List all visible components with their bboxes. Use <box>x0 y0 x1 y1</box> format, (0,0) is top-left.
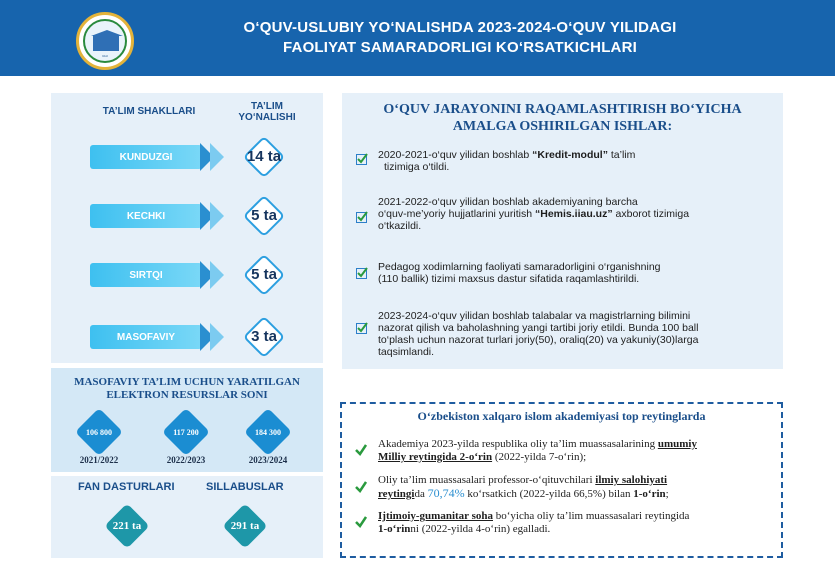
value-kechki: 5 ta <box>251 207 277 224</box>
digitalization-title <box>342 101 783 135</box>
resources-title-line1: MASOFAVIY TA’LIM UCHUN YARATILGAN <box>74 376 300 388</box>
checkmark-icon <box>356 267 368 279</box>
directions-column-header <box>222 101 312 123</box>
form-kechki: KECHKI <box>90 204 202 228</box>
item3-line1: Pedagog xodimlarning faoliyati samaradorligini o‘rganishning <box>378 261 661 273</box>
title-line-2: FAOLIYAT SAMARADORLIGI KO‘RSATKICHLARI <box>283 39 637 56</box>
checkmark-icon <box>356 211 368 223</box>
resource-value-2022: 117 200 <box>173 428 199 437</box>
rating-item-1 <box>378 438 773 464</box>
resources-title-line2: ELEKTRON RESURSLAR SONI <box>106 389 268 401</box>
checkmark-icon <box>356 153 368 165</box>
r2-text2: da <box>414 488 428 500</box>
item4-line4: taqsimlandi. <box>378 346 435 358</box>
value-kunduzgi: 14 ta <box>246 148 282 165</box>
r2-text3: ko‘rsatkich (2022-yilda 66,5%) bilan <box>464 488 634 500</box>
checkmark-icon <box>355 516 367 528</box>
r2-underline2: reytingi <box>378 488 415 500</box>
r3-text: bo‘yicha oliy ta’lim muassasalari reytingida <box>493 510 690 522</box>
r2-underline: ilmiy salohiyati <box>595 474 668 486</box>
r2-end: ; <box>665 488 669 500</box>
digital-item-4 <box>378 310 778 358</box>
digitalization-title-line2: AMALGA OSHIRILGAN ISHLAR: <box>452 119 673 134</box>
item1-text2: ta’lim <box>607 149 636 161</box>
resource-value-2021: 106 800 <box>86 428 112 437</box>
form-kunduzgi: KUNDUZGI <box>90 145 202 169</box>
r1-text: Akademiya 2023-yilda respublika oliy ta’lim muassasalarining <box>378 438 658 450</box>
digitalization-title-line1: O‘QUV JARAYONINI RAQAMLASHTIRISH BO‘YICHA <box>383 102 742 117</box>
resources-title <box>51 376 323 402</box>
syllabus-value: 291 ta <box>230 520 260 532</box>
item1-text: 2020-2021-o‘quv yilidan boshlab <box>378 149 533 161</box>
title-line-1: O‘QUV-USLUBIY YO‘NALISHDA 2023-2024-O‘QUV YILIDAGI <box>243 19 677 36</box>
academy-logo-icon: IIAU <box>76 12 134 70</box>
chevron-right-icon <box>210 323 224 351</box>
fan-value: 221 ta <box>112 520 142 532</box>
item2-line3: o‘tkazildi. <box>378 220 422 232</box>
value-masofaviy: 3 ta <box>251 328 277 345</box>
item2-text: o‘quv-me’yoriy hujjatlarini yuritish <box>378 208 535 220</box>
chevron-right-icon <box>210 143 224 171</box>
digital-item-2 <box>378 196 773 232</box>
r1-text2: (2022-yilda 7-o‘rin); <box>492 451 587 463</box>
fan-dasturlari-label: FAN DASTURLARI <box>78 481 175 493</box>
resource-year-2021: 2021/2022 <box>79 455 119 465</box>
r2-percent: 70,74% <box>427 486 465 500</box>
form-sirtqi: SIRTQI <box>90 263 202 287</box>
item2-bold: “Hemis.iiau.uz” <box>534 208 613 220</box>
checkmark-icon <box>355 481 367 493</box>
r3-underline: Ijtimoiy-gumanitar soha <box>378 510 493 522</box>
digital-item-3 <box>378 261 773 285</box>
item3-line2: (110 ballik) tizimi maxsus dastur sifatida raqamlashtirildi. <box>378 273 640 285</box>
resource-year-2023: 2023/2024 <box>248 455 288 465</box>
directions-header-line2: YO‘NALISHI <box>238 112 296 123</box>
resource-year-2022: 2022/2023 <box>166 455 206 465</box>
checkmark-icon <box>355 444 367 456</box>
rating-item-2 <box>378 474 778 501</box>
resource-value-2023: 184 300 <box>255 428 281 437</box>
item2-text2: axborot tizimiga <box>612 208 690 220</box>
header-banner <box>0 0 835 76</box>
r3-place: 1-o‘rin <box>378 523 411 535</box>
directions-header-line1: TA’LIM <box>250 101 284 112</box>
item4-line2: nazorat qilish va baholashning yangi tartibi joriy etildi. Bunda 100 ball <box>378 322 699 334</box>
r2-text: Oliy ta’lim muassasalari professor-o‘qituvchilari <box>378 474 596 486</box>
sillabuslar-label: SILLABUSLAR <box>206 481 284 493</box>
item1-line2: tizimiga o‘tildi. <box>384 161 450 173</box>
value-sirtqi: 5 ta <box>251 266 277 283</box>
item4-line3: to‘plash uchun nazorat turlari joriy(50), oraliq(20) va yakuniy(30)larga <box>378 334 699 346</box>
page-title <box>180 18 740 58</box>
form-masofaviy: MASOFAVIY <box>90 325 202 349</box>
forms-column-header: TA’LIM SHAKLLARI <box>102 106 196 117</box>
r1-underline: umumiy <box>657 438 697 450</box>
education-forms-panel <box>51 93 323 363</box>
r2-place: 1-o‘rin <box>633 488 666 500</box>
item1-bold: “Kredit-modul” <box>532 149 608 161</box>
item2-line1: 2021-2022-o‘quv yilidan boshlab akademiyaning barcha <box>378 196 638 208</box>
checkmark-icon <box>356 322 368 334</box>
chevron-right-icon <box>210 202 224 230</box>
digital-item-1 <box>378 149 768 173</box>
ratings-title: O‘zbekiston xalqaro islom akademiyasi top reytinglarda <box>417 409 706 423</box>
item4-line1: 2023-2024-o‘quv yilidan boshlab talabalar va magistrlarning bilimini <box>378 310 691 322</box>
r1-underline2: Milliy reytingida 2-o‘rin <box>378 451 493 463</box>
r3-text2: ni (2022-yilda 4-o‘rin) egalladi. <box>410 523 551 535</box>
rating-item-3 <box>378 510 773 536</box>
chevron-right-icon <box>210 261 224 289</box>
